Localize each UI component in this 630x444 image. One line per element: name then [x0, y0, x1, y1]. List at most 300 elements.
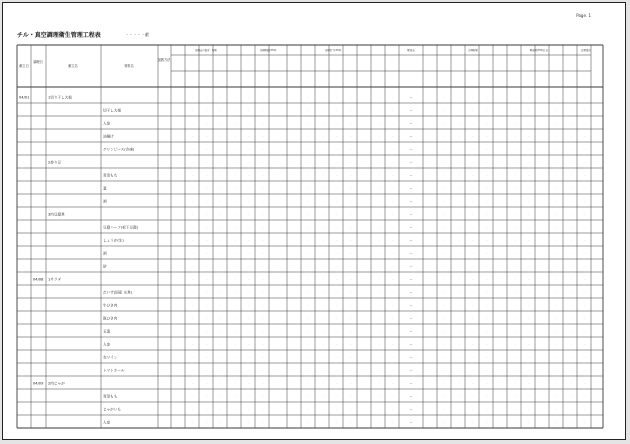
- cell-mark: ·: [262, 134, 264, 139]
- cell-mark: ·: [444, 420, 446, 425]
- cell-mark: ·: [336, 134, 338, 139]
- cell-mark: ·: [322, 186, 324, 191]
- cell-mark: ·: [556, 420, 558, 425]
- cell-mark: ·: [308, 212, 310, 217]
- cell-mark: ·: [322, 108, 324, 113]
- cell-mark: ·: [322, 342, 324, 347]
- cell-mark: ·: [234, 199, 236, 204]
- cell-mark: ·: [486, 134, 488, 139]
- cell-mark: ·: [192, 329, 194, 334]
- cell-mark: ·: [444, 147, 446, 152]
- cell-mark: ·: [458, 186, 460, 191]
- cell-mark: ·: [528, 173, 530, 178]
- cell-mark: ·: [336, 199, 338, 204]
- cell-mark: ·: [444, 199, 446, 204]
- cell-mark: ·: [192, 316, 194, 321]
- table-row: [103, 328, 586, 333]
- process-table: [3, 3, 627, 441]
- cell-ingredient-name: 酒: [103, 199, 107, 204]
- cell-mark: ·: [570, 121, 572, 126]
- cell-mark: ·: [206, 121, 208, 126]
- cell-mark: ·: [472, 173, 474, 178]
- table-row: [19, 94, 586, 99]
- cell-mark: ·: [584, 329, 586, 334]
- cell-mark: ·: [584, 134, 586, 139]
- cell-mark: ·: [458, 407, 460, 412]
- cell-mark: ·: [192, 121, 194, 126]
- cell-dash: —: [409, 264, 413, 269]
- cell-mark: ·: [336, 277, 338, 282]
- cell-mark: ·: [584, 238, 586, 243]
- cell-mark: ·: [570, 134, 572, 139]
- cell-mark: ·: [336, 407, 338, 412]
- cell-mark: ·: [248, 225, 250, 230]
- cell-mark: ·: [262, 329, 264, 334]
- cell-mark: ·: [336, 121, 338, 126]
- cell-ingredient-name: だいず(国産 水煮): [103, 290, 133, 295]
- cell-mark: ·: [336, 108, 338, 113]
- cell-mark: ·: [262, 407, 264, 412]
- cell-mark: ·: [262, 108, 264, 113]
- cell-mark: ·: [392, 173, 394, 178]
- cell-mark: ·: [322, 394, 324, 399]
- cell-mark: ·: [584, 368, 586, 373]
- cell-mark: ·: [248, 173, 250, 178]
- cell-ingredient-name: 葱: [103, 186, 107, 191]
- cell-mark: ·: [556, 264, 558, 269]
- cell-mark: ·: [248, 368, 250, 373]
- cell-mark: ·: [336, 355, 338, 360]
- cell-mark: ·: [308, 134, 310, 139]
- cell-mark: ·: [556, 316, 558, 321]
- cell-mark: ·: [556, 173, 558, 178]
- cell-mark: ·: [192, 238, 194, 243]
- cell-mark: ·: [378, 199, 380, 204]
- cell-mark: ·: [206, 420, 208, 425]
- cell-mark: ·: [528, 121, 530, 126]
- cell-mark: ·: [514, 381, 516, 386]
- cell-mark: ·: [248, 251, 250, 256]
- cell-mark: ·: [378, 173, 380, 178]
- cell-mark: ·: [486, 238, 488, 243]
- cell-mark: ·: [350, 147, 352, 152]
- cell-dash: —: [409, 238, 413, 243]
- cell-mark: ·: [472, 394, 474, 399]
- cell-mark: ·: [350, 199, 352, 204]
- cell-mark: ·: [350, 212, 352, 217]
- cell-mark: ·: [584, 381, 586, 386]
- cell-mark: ·: [570, 173, 572, 178]
- cell-mark: ·: [350, 160, 352, 165]
- column-header-date: 調理日: [33, 60, 43, 64]
- cell-mark: ·: [584, 95, 586, 100]
- cell-mark: ·: [392, 264, 394, 269]
- cell-ingredient-name: 人参: [103, 420, 111, 425]
- cell-mark: ·: [206, 368, 208, 373]
- cell-mark: ·: [392, 121, 394, 126]
- table-row: [103, 419, 586, 424]
- cell-dash: —: [409, 225, 413, 230]
- cell-mark: ·: [262, 95, 264, 100]
- cell-mark: ·: [444, 394, 446, 399]
- cell-mark: ·: [192, 303, 194, 308]
- table-row: [103, 289, 586, 294]
- cell-mark: ·: [528, 147, 530, 152]
- cell-mark: ·: [234, 342, 236, 347]
- cell-mark: ·: [392, 303, 394, 308]
- cell-mark: ·: [444, 225, 446, 230]
- cell-mark: ·: [192, 186, 194, 191]
- cell-mark: ·: [378, 381, 380, 386]
- cell-mark: ·: [206, 394, 208, 399]
- cell-mark: ·: [248, 108, 250, 113]
- cell-mark: ·: [556, 381, 558, 386]
- cell-mark: ·: [570, 303, 572, 308]
- cell-mark: ·: [220, 225, 222, 230]
- cell-mark: ·: [584, 420, 586, 425]
- cell-mark: ·: [458, 368, 460, 373]
- cell-mark: ·: [192, 147, 194, 152]
- column-header-day: 献立日: [19, 64, 29, 68]
- cell-mark: ·: [248, 277, 250, 282]
- cell-mark: ·: [528, 160, 530, 165]
- cell-mark: ·: [528, 199, 530, 204]
- cell-mark: ·: [336, 225, 338, 230]
- cell-mark: ·: [486, 121, 488, 126]
- table-row: [103, 354, 586, 359]
- cell-mark: ·: [528, 368, 530, 373]
- cell-mark: ·: [584, 394, 586, 399]
- cell-mark: ·: [350, 264, 352, 269]
- cell-mark: ·: [556, 108, 558, 113]
- cell-mark: ·: [206, 108, 208, 113]
- cell-mark: ·: [392, 277, 394, 282]
- cell-mark: ·: [528, 290, 530, 295]
- cell-mark: ·: [458, 290, 460, 295]
- cell-dash: —: [409, 212, 413, 217]
- cell-mark: ·: [514, 134, 516, 139]
- table-row: [103, 250, 586, 255]
- cell-mark: ·: [308, 199, 310, 204]
- cell-mark: ·: [234, 264, 236, 269]
- cell-mark: ·: [556, 160, 558, 165]
- cell-mark: ·: [220, 212, 222, 217]
- cell-mark: ·: [392, 368, 394, 373]
- cell-mark: ·: [472, 303, 474, 308]
- cell-mark: ·: [308, 277, 310, 282]
- cell-mark: ·: [392, 238, 394, 243]
- cell-mark: ·: [514, 95, 516, 100]
- cell-mark: ·: [378, 342, 380, 347]
- cell-mark: ·: [528, 342, 530, 347]
- cell-mark: ·: [220, 420, 222, 425]
- cell-mark: ·: [220, 134, 222, 139]
- cell-mark: ·: [262, 160, 264, 165]
- cell-dash: —: [409, 316, 413, 321]
- cell-mark: ·: [392, 225, 394, 230]
- cell-mark: ·: [556, 147, 558, 152]
- cell-mark: ·: [444, 160, 446, 165]
- cell-mark: ·: [192, 173, 194, 178]
- cell-mark: ·: [514, 420, 516, 425]
- cell-mark: ·: [220, 381, 222, 386]
- cell-mark: ·: [234, 316, 236, 321]
- cell-mark: ·: [486, 329, 488, 334]
- cell-mark: ·: [444, 134, 446, 139]
- cell-mark: ·: [458, 173, 460, 178]
- header-group-g2: 冷却開始(±5C): [259, 49, 277, 52]
- cell-mark: ·: [378, 225, 380, 230]
- cell-mark: ·: [584, 407, 586, 412]
- cell-mark: ·: [472, 316, 474, 321]
- cell-mark: ·: [570, 264, 572, 269]
- cell-mark: ·: [458, 329, 460, 334]
- cell-ingredient-name: 人参: [103, 121, 111, 126]
- column-header-heat: 加熱方法: [157, 58, 171, 62]
- cell-dash: —: [409, 420, 413, 425]
- cell-mark: ·: [248, 329, 250, 334]
- cell-mark: ·: [248, 420, 250, 425]
- cell-ingredient-name: 牛ひき肉: [103, 303, 118, 308]
- header-group-g7: 提供温度: [581, 49, 591, 52]
- cell-mark: ·: [458, 199, 460, 204]
- cell-mark: ·: [556, 329, 558, 334]
- cell-dash: —: [409, 329, 413, 334]
- cell-mark: ·: [350, 329, 352, 334]
- cell-mark: ·: [392, 407, 394, 412]
- cell-mark: ·: [486, 212, 488, 217]
- cell-mark: ·: [234, 251, 236, 256]
- cell-mark: ·: [248, 316, 250, 321]
- cell-mark: ·: [378, 121, 380, 126]
- cell-mark: ·: [528, 95, 530, 100]
- cell-mark: ·: [458, 277, 460, 282]
- cell-mark: ·: [248, 212, 250, 217]
- cell-mark: ·: [308, 290, 310, 295]
- cell-mark: ·: [378, 303, 380, 308]
- cell-dash: —: [409, 277, 413, 282]
- cell-mark: ·: [350, 381, 352, 386]
- cell-mark: ·: [206, 134, 208, 139]
- cell-mark: ·: [206, 251, 208, 256]
- table-row: [103, 237, 586, 242]
- cell-mark: ·: [514, 160, 516, 165]
- cell-mark: ·: [308, 342, 310, 347]
- cell-mark: ·: [308, 173, 310, 178]
- cell-dash: —: [409, 394, 413, 399]
- cell-mark: ·: [308, 316, 310, 321]
- cell-mark: ·: [584, 225, 586, 230]
- cell-mark: ·: [378, 277, 380, 282]
- cell-mark: ·: [472, 420, 474, 425]
- cell-mark: ·: [458, 108, 460, 113]
- cell-mark: ·: [458, 160, 460, 165]
- cell-cook-date: 04/09: [33, 381, 44, 386]
- cell-mark: ·: [336, 368, 338, 373]
- cell-mark: ·: [556, 342, 558, 347]
- cell-mark: ·: [350, 121, 352, 126]
- cell-mark: ·: [472, 121, 474, 126]
- cell-mark: ·: [584, 316, 586, 321]
- cell-mark: ·: [206, 329, 208, 334]
- cell-mark: ·: [556, 290, 558, 295]
- cell-mark: ·: [514, 238, 516, 243]
- cell-mark: ·: [308, 264, 310, 269]
- cell-mark: ·: [486, 277, 488, 282]
- cell-mark: ·: [392, 160, 394, 165]
- cell-mark: ·: [378, 407, 380, 412]
- cell-mark: ·: [322, 173, 324, 178]
- cell-mark: ·: [220, 277, 222, 282]
- cell-mark: ·: [458, 251, 460, 256]
- cell-mark: ·: [514, 316, 516, 321]
- cell-mark: ·: [528, 303, 530, 308]
- cell-mark: ·: [350, 251, 352, 256]
- cell-mark: ·: [322, 277, 324, 282]
- cell-mark: ·: [570, 355, 572, 360]
- cell-mark: ·: [444, 316, 446, 321]
- cell-dish-name: 2炒り豆: [48, 160, 62, 165]
- table-row: [103, 341, 586, 346]
- cell-dish-name: 1サラダ: [48, 277, 62, 282]
- cell-mark: ·: [392, 147, 394, 152]
- cell-mark: ·: [350, 420, 352, 425]
- cell-mark: ·: [444, 186, 446, 191]
- cell-mark: ·: [458, 316, 460, 321]
- cell-mark: ·: [262, 381, 264, 386]
- cell-mark: ·: [514, 212, 516, 217]
- table-row: [33, 276, 586, 281]
- cell-mark: ·: [472, 407, 474, 412]
- cell-mark: ·: [528, 238, 530, 243]
- cell-mark: ·: [378, 160, 380, 165]
- cell-mark: ·: [392, 329, 394, 334]
- cell-mark: ·: [308, 251, 310, 256]
- cell-mark: ·: [570, 342, 572, 347]
- cell-mark: ·: [234, 355, 236, 360]
- cell-mark: ·: [322, 407, 324, 412]
- cell-mark: ·: [322, 251, 324, 256]
- cell-mark: ·: [192, 381, 194, 386]
- cell-ingredient-name: 青菜もち: [103, 173, 118, 178]
- cell-mark: ·: [234, 407, 236, 412]
- cell-mark: ·: [234, 238, 236, 243]
- header-group-g6: 再加熱(75C以上): [529, 49, 549, 52]
- cell-mark: ·: [322, 316, 324, 321]
- cell-mark: ·: [248, 303, 250, 308]
- cell-mark: ·: [584, 160, 586, 165]
- cell-mark: ·: [584, 199, 586, 204]
- table-row: [103, 393, 586, 398]
- cell-mark: ·: [486, 199, 488, 204]
- cell-mark: ·: [206, 147, 208, 152]
- cell-mark: ·: [220, 290, 222, 295]
- cell-mark: ·: [472, 238, 474, 243]
- cell-mark: ·: [378, 186, 380, 191]
- cell-mark: ·: [234, 225, 236, 230]
- cell-mark: ·: [444, 121, 446, 126]
- cell-mark: ·: [234, 121, 236, 126]
- cell-mark: ·: [350, 355, 352, 360]
- cell-mark: ·: [262, 316, 264, 321]
- cell-mark: ·: [528, 225, 530, 230]
- cell-mark: ·: [444, 368, 446, 373]
- cell-mark: ·: [392, 394, 394, 399]
- cell-mark: ·: [206, 355, 208, 360]
- cell-mark: ·: [556, 212, 558, 217]
- cell-mark: ·: [378, 264, 380, 269]
- cell-mark: ·: [392, 212, 394, 217]
- cell-mark: ·: [350, 407, 352, 412]
- cell-mark: ·: [308, 95, 310, 100]
- cell-mark: ·: [392, 381, 394, 386]
- cell-mark: ·: [262, 277, 264, 282]
- cell-mark: ·: [458, 303, 460, 308]
- cell-mark: ·: [308, 381, 310, 386]
- cell-mark: ·: [486, 407, 488, 412]
- cell-mark: ·: [392, 355, 394, 360]
- cell-mark: ·: [528, 329, 530, 334]
- cell-mark: ·: [220, 121, 222, 126]
- cell-mark: ·: [206, 316, 208, 321]
- cell-mark: ·: [262, 173, 264, 178]
- cell-ingredient-name: 酒: [103, 251, 107, 256]
- column-header-ingredient: 材料名: [124, 64, 134, 68]
- cell-mark: ·: [206, 342, 208, 347]
- cell-mark: ·: [486, 316, 488, 321]
- cell-mark: ·: [528, 134, 530, 139]
- cell-mark: ·: [486, 420, 488, 425]
- cell-mark: ·: [192, 277, 194, 282]
- cell-mark: ·: [458, 134, 460, 139]
- cell-mark: ·: [192, 95, 194, 100]
- cell-mark: ·: [220, 368, 222, 373]
- cell-ingredient-name: 青菜もも: [103, 394, 118, 399]
- cell-mark: ·: [570, 108, 572, 113]
- cell-mark: ·: [584, 108, 586, 113]
- cell-mark: ·: [392, 316, 394, 321]
- cell-mark: ·: [514, 355, 516, 360]
- cell-mark: ·: [350, 277, 352, 282]
- table-row: [103, 146, 586, 151]
- cell-mark: ·: [392, 251, 394, 256]
- cell-mark: ·: [584, 277, 586, 282]
- table-row: [103, 368, 586, 372]
- table-row: [48, 159, 586, 164]
- cell-mark: ·: [486, 108, 488, 113]
- table-row: [103, 263, 586, 268]
- cell-dash: —: [409, 368, 413, 373]
- cell-mark: ·: [336, 381, 338, 386]
- cell-mark: ·: [248, 264, 250, 269]
- cell-mark: ·: [570, 407, 572, 412]
- cell-mark: ·: [514, 251, 516, 256]
- cell-mark: ·: [262, 355, 264, 360]
- cell-mark: ·: [556, 225, 558, 230]
- cell-mark: ·: [206, 160, 208, 165]
- cell-mark: ·: [514, 108, 516, 113]
- cell-mark: ·: [206, 238, 208, 243]
- table-row: [103, 406, 586, 411]
- cell-mark: ·: [458, 264, 460, 269]
- cell-mark: ·: [248, 407, 250, 412]
- cell-ingredient-name: 豆腐ハーフ(松下豆腐): [103, 225, 138, 230]
- cell-mark: ·: [584, 342, 586, 347]
- cell-mark: ·: [556, 355, 558, 360]
- cell-mark: ·: [308, 394, 310, 399]
- cell-mark: ·: [528, 316, 530, 321]
- table-row: [103, 315, 586, 320]
